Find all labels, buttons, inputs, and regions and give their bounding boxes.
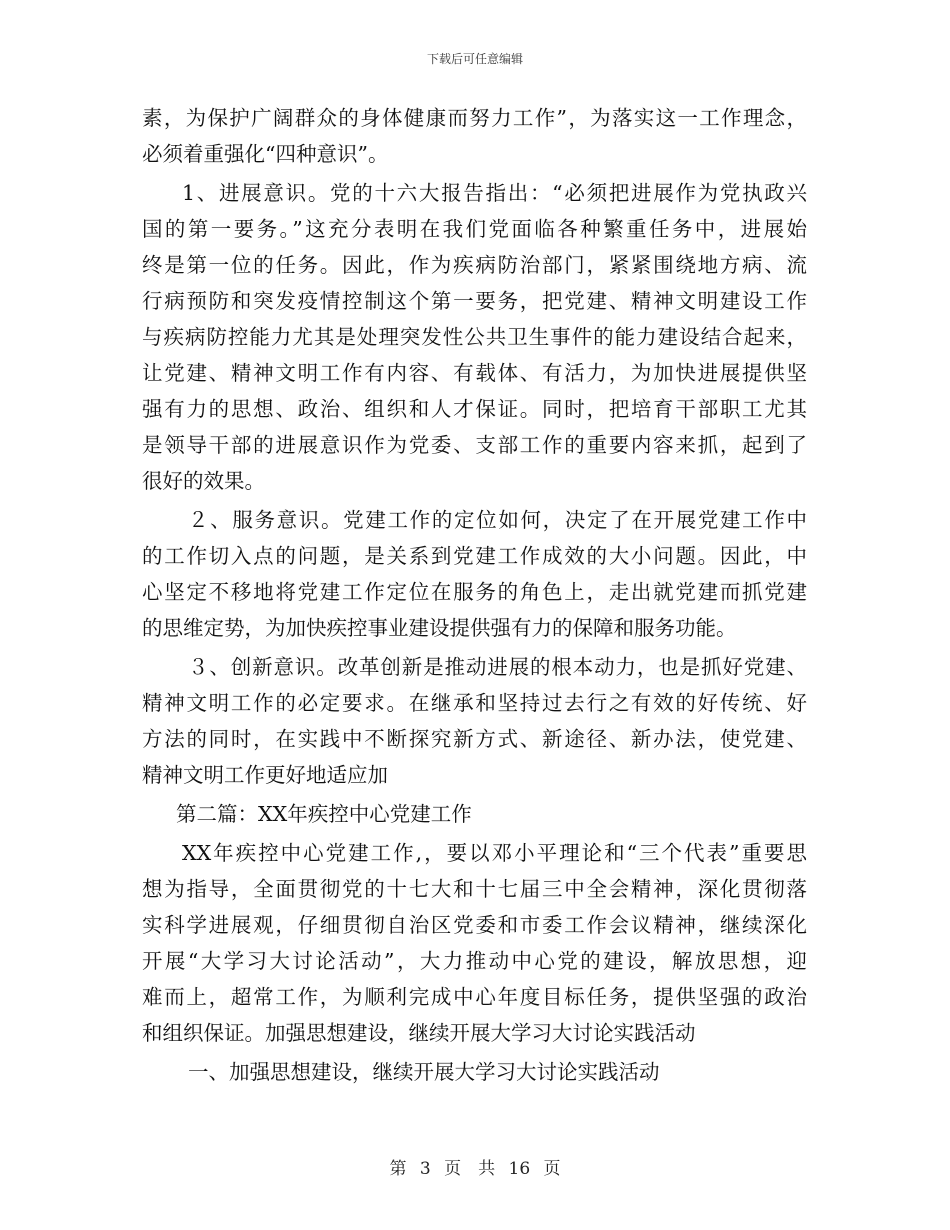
- section-heading: [142, 796, 807, 832]
- text-line: 与疾病防控能力尤其是处理突发性公共卫生事件的能力建设结合起来，: [142, 325, 807, 349]
- paragraph: [142, 835, 807, 1051]
- paragraph: [142, 502, 807, 646]
- header-text: 下载后可任意编辑: [426, 52, 523, 66]
- paragraph: [142, 100, 807, 172]
- text-line: 精神文明工作的必定要求。在继承和坚持过去行之有效的好传统、好: [142, 691, 807, 715]
- text-line: ２、服务意识。党建工作的定位如何，决定了在开展党建工作中: [188, 508, 807, 532]
- footer-suffix: 页: [543, 1159, 561, 1179]
- page-footer: [0, 1154, 950, 1179]
- text-line: 行病预防和突发疫情控制这个第一要务，把党建、精神文明建设工作: [142, 289, 807, 313]
- paragraph: [142, 175, 807, 499]
- text-line: 让党建、精神文明工作有内容、有载体、有活力，为加快进展提供坚: [142, 361, 807, 385]
- text-line: 素，为保护广阔群众的身体健康而努力工作”，为落实这一工作理念，: [142, 106, 807, 130]
- text-line: 很好的效果。: [142, 469, 265, 493]
- text-line: 强有力的思想、政治、组织和人才保证。同时，把培育干部职工尤其: [142, 397, 807, 421]
- text-line: 开展“大学习大讨论活动”，大力推动中心党的建设，解放思想，迎: [142, 949, 807, 973]
- current-page-number: 3: [419, 1159, 431, 1179]
- text-line: 和组织保证。加强思想建设，继续开展大学习大讨论实践活动: [142, 1021, 696, 1045]
- text-line: 一、加强思想建设，继续开展大学习大讨论实践活动: [188, 1060, 660, 1084]
- text-line: 是领导干部的进展意识作为党委、支部工作的重要内容来抓，起到了: [142, 433, 807, 457]
- text-line: 实科学进展观，仔细贯彻自治区党委和市委工作会议精神，继续深化: [142, 913, 807, 937]
- text-line: 必须着重强化“四种意识”。: [142, 142, 389, 166]
- paragraph: [142, 1054, 807, 1090]
- text-line: 1、进展意识。党的十六大报告指出：“必须把进展作为党执政兴: [182, 181, 807, 205]
- text-line: 第二篇：XX年疾控中心党建工作: [176, 802, 472, 826]
- paragraph: [142, 649, 807, 793]
- footer-middle: 页 共: [444, 1159, 496, 1179]
- document-body: [142, 100, 807, 1090]
- text-line: 的工作切入点的问题，是关系到党建工作成效的大小问题。因此，中: [142, 544, 807, 568]
- footer-prefix: 第: [389, 1159, 407, 1179]
- text-line: 想为指导，全面贯彻党的十七大和十七届三中全会精神，深化贯彻落: [142, 877, 807, 901]
- text-line: 的思维定势，为加快疾控事业建设提供强有力的保障和服务功能。: [142, 616, 737, 640]
- text-line: 终是第一位的任务。因此，作为疾病防治部门，紧紧围绕地方病、流: [142, 253, 807, 277]
- text-line: 难而上，超常工作，为顺利完成中心年度目标任务，提供坚强的政治: [142, 985, 807, 1009]
- text-line: 方法的同时，在实践中不断探究新方式、新途径、新办法，使党建、: [142, 727, 807, 751]
- total-pages-number: 16: [508, 1159, 531, 1179]
- text-line: XX年疾控中心党建工作,，要以邓小平理论和“三个代表”重要思: [182, 841, 807, 865]
- text-line: 精神文明工作更好地适应加: [142, 763, 388, 787]
- text-line: 国的第一要务。”这充分表明在我们党面临各种繁重任务中，进展始: [142, 217, 807, 241]
- text-line: ３、创新意识。改革创新是推动进展的根本动力，也是抓好党建、: [188, 655, 807, 679]
- text-line: 心坚定不移地将党建工作定位在服务的角色上，走出就党建而抓党建: [142, 580, 807, 604]
- page-header: [0, 50, 950, 67]
